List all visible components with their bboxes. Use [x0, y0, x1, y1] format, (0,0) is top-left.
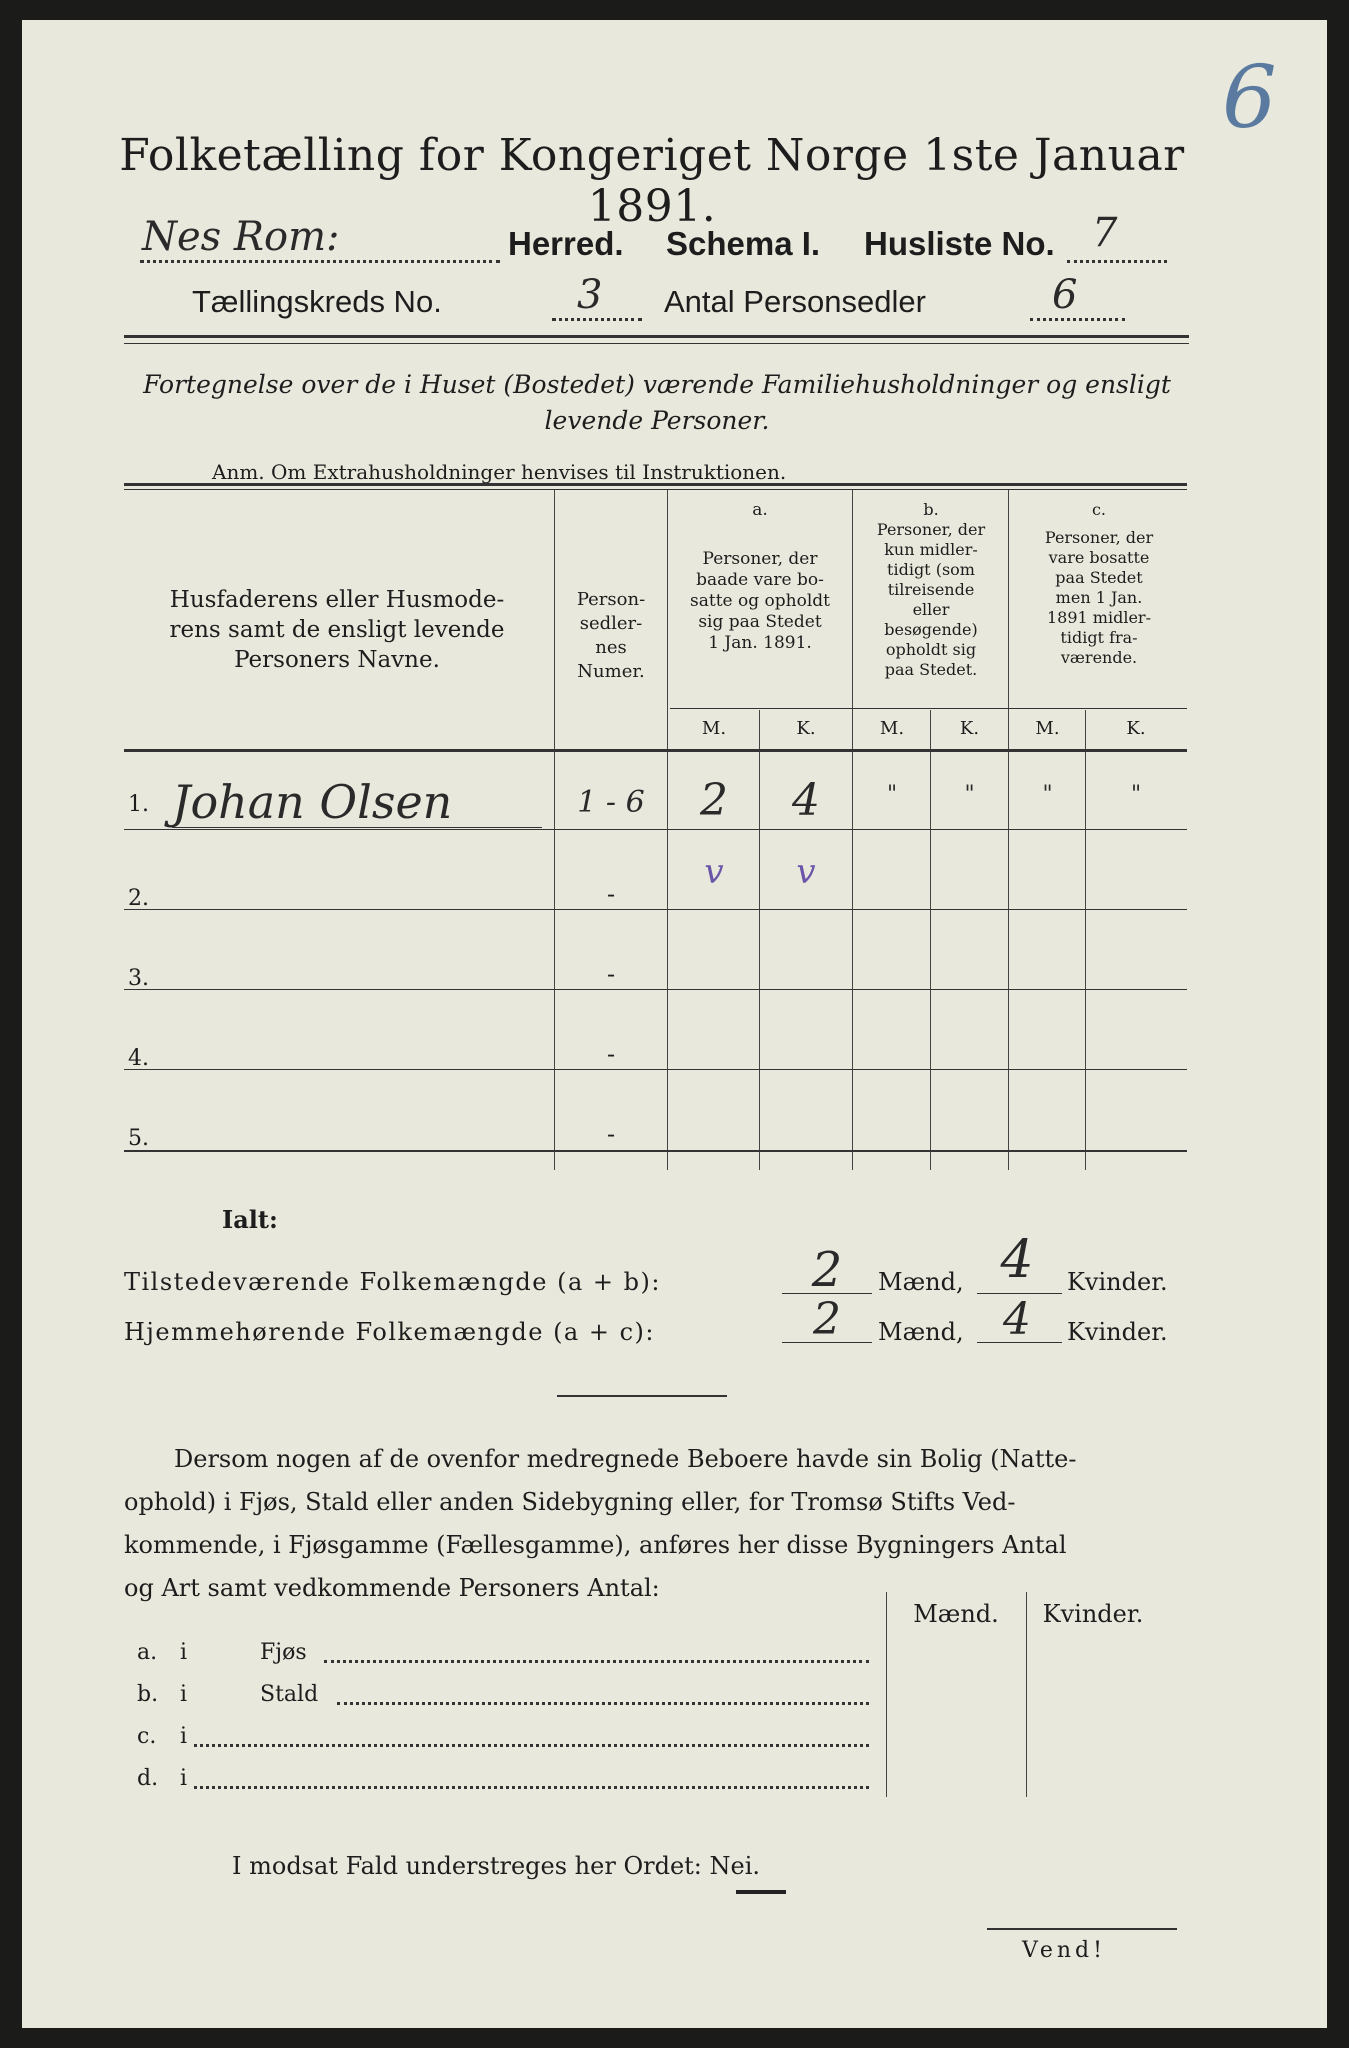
- mk-top-rule: [670, 708, 1187, 709]
- antal-value: 6: [1052, 272, 1078, 318]
- vend-label: Vend!: [1022, 1938, 1106, 1963]
- group-a-text: Personer, der: [702, 549, 818, 569]
- row-5-personsedler: -: [606, 1120, 616, 1148]
- row-4-personsedler: -: [606, 1040, 616, 1068]
- body-top-rule: [124, 749, 1187, 752]
- buildings-kvinder-header: Kvinder.: [1042, 1600, 1144, 1628]
- header-rule-2: [124, 343, 1189, 344]
- building-d-dotline: [194, 1786, 869, 1789]
- group-a-header: [670, 500, 850, 654]
- totals-line-2-label: Hjemmehørende Folkemængde (a + c):: [124, 1318, 655, 1346]
- totals-line-1-maend: 2: [811, 1242, 843, 1298]
- building-c-letter: c.: [137, 1724, 157, 1749]
- col-divider-c-mk: [1085, 710, 1086, 1170]
- building-b-prep: i: [180, 1682, 188, 1707]
- herred-dotline: [140, 260, 500, 263]
- vend-rule: [987, 1928, 1177, 1930]
- group-c-header: [1011, 500, 1187, 668]
- group-a-text: baade vare bo-: [696, 570, 824, 590]
- row-1-number: 1.: [128, 792, 149, 817]
- totals-line-2-maend-rule: [782, 1342, 872, 1343]
- name-header-line-1: Husfaderens eller Husmode-: [169, 587, 505, 613]
- totals-line-1-maend-label: Mænd,: [878, 1268, 964, 1296]
- husliste-dotline: [1067, 260, 1167, 263]
- herred-label: Herred.: [508, 225, 624, 262]
- group-b-text: Personer, der: [876, 520, 986, 539]
- row-4-number: 4.: [128, 1046, 149, 1071]
- group-b-letter: b.: [923, 500, 939, 519]
- c-m-label: M.: [1035, 718, 1060, 739]
- buildings-maend-header: Mænd.: [913, 1600, 999, 1628]
- building-c-dotline: [194, 1744, 869, 1747]
- b-m-label: M.: [879, 718, 905, 739]
- row-3-number: 3.: [128, 966, 149, 991]
- anm-note: Anm. Om Extrahusholdninger henvises til Instruktionen.: [212, 460, 787, 484]
- group-c-text: Personer, der: [1044, 528, 1154, 547]
- row-1-a-m: 2: [700, 775, 728, 826]
- group-a-text: sig paa Stedet: [698, 612, 822, 632]
- group-a-text: 1 Jan. 1891.: [708, 633, 812, 653]
- kreds-label: Tællingskreds No.: [192, 284, 442, 319]
- husliste-value: 7: [1092, 210, 1118, 256]
- intro-line-2: levende Personer.: [544, 406, 770, 435]
- group-b-text: tilreisende: [887, 580, 975, 599]
- c-k-label: K.: [1126, 718, 1146, 739]
- herred-value: Nes Rom:: [142, 214, 340, 260]
- row-rule-3: [124, 989, 1187, 990]
- building-b-dotline: [337, 1702, 869, 1705]
- totals-line-2-maend: 2: [813, 1294, 841, 1345]
- husliste-label: Husliste No.: [864, 225, 1055, 262]
- row-3-personsedler: -: [606, 960, 616, 988]
- b-k-label: K.: [959, 718, 980, 739]
- row-rule-2: [124, 909, 1187, 910]
- kreds-dotline: [552, 318, 642, 321]
- col-divider-4: [1008, 490, 1009, 1170]
- row-1-a-m-check: v: [704, 852, 724, 892]
- group-c-text: tidigt fra-: [1060, 628, 1138, 647]
- paragraph-line-2: ophold) i Fjøs, Stald eller anden Sidebygning eller, for Tromsø Stifts Ved-: [124, 1488, 1016, 1516]
- intro-line-1: Fortegnelse over de i Huset (Bostedet) værende Familiehusholdninger og ensligt: [143, 370, 1171, 399]
- col-divider-1: [554, 490, 555, 1170]
- name-header-line-2: rens samt de ensligt levende: [169, 617, 505, 643]
- group-c-text: 1891 midler-: [1047, 608, 1151, 627]
- header-rule-1: [124, 335, 1189, 338]
- name-header-line-3: Personers Navne.: [234, 647, 440, 673]
- totals-line-1-kvinder-label: Kvinder.: [1067, 1268, 1168, 1296]
- num-col-header: [558, 588, 664, 684]
- antal-label: Antal Personsedler: [664, 284, 926, 319]
- group-c-text: værende.: [1060, 648, 1138, 667]
- building-a-letter: a.: [137, 1640, 158, 1665]
- building-a-prep: i: [180, 1640, 188, 1665]
- modsat-note: I modsat Fald understreges her Ordet: Nei.: [232, 1852, 761, 1880]
- num-header-line-4: Numer.: [577, 661, 645, 682]
- building-d-letter: d.: [137, 1766, 159, 1791]
- row-1-a-k: 4: [792, 775, 820, 826]
- a-k-label: K.: [796, 718, 816, 739]
- table-top-rule: [124, 483, 1187, 486]
- section-divider: [557, 1395, 727, 1397]
- group-b-text: tidigt (som: [887, 560, 975, 579]
- schema-label: Schema I.: [666, 225, 821, 262]
- group-b-text: paa Stedet.: [884, 660, 978, 679]
- group-c-text: vare bosatte: [1048, 548, 1150, 567]
- corner-number: 6: [1222, 48, 1277, 148]
- group-b-text: opholdt sig: [885, 640, 977, 659]
- building-b-label: Stald: [260, 1682, 319, 1707]
- census-form-sheet: [22, 20, 1327, 2028]
- num-header-line-3: nes: [595, 637, 627, 658]
- group-a-letter: a.: [752, 500, 768, 520]
- ialt-label: Ialt:: [222, 1205, 278, 1234]
- paragraph-line-1: Dersom nogen af de ovenfor medregnede Beboere havde sin Bolig (Natte-: [174, 1445, 1077, 1473]
- group-c-text: men 1 Jan.: [1055, 588, 1143, 607]
- row-2-personsedler: -: [606, 880, 616, 908]
- buildings-divider-2: [1026, 1592, 1027, 1797]
- group-c-text: paa Stedet: [1055, 568, 1143, 587]
- col-divider-b-mk: [930, 710, 931, 1170]
- row-1-c-k: ": [1130, 782, 1142, 807]
- totals-line-2-kvinder-rule: [977, 1342, 1062, 1343]
- row-1-b-m: ": [886, 782, 898, 807]
- group-b-text: eller: [912, 600, 950, 619]
- totals-line-2-kvinder: 4: [1003, 1294, 1031, 1345]
- col-divider-2: [667, 490, 668, 1170]
- buildings-divider-1: [886, 1592, 887, 1797]
- form-title: Folketælling for Kongeriget Norge 1ste Januar 1891.: [119, 130, 1185, 232]
- building-d-prep: i: [180, 1766, 188, 1791]
- row-1-a-k-check: v: [796, 852, 816, 892]
- row-1-name-underline: [172, 827, 542, 828]
- table-top-rule-2: [124, 489, 1187, 490]
- building-b-letter: b.: [137, 1682, 159, 1707]
- row-1-name: Johan Olsen: [172, 775, 453, 829]
- col-divider-3: [852, 490, 853, 1170]
- group-b-text: besøgende): [884, 620, 978, 639]
- num-header-line-2: sedler-: [579, 613, 643, 634]
- name-col-header: [132, 585, 542, 675]
- row-rule-4: [124, 1069, 1187, 1070]
- row-1-personsedler: 1 - 6: [577, 785, 645, 820]
- group-c-letter: c.: [1091, 500, 1107, 519]
- group-b-text: kun midler-: [884, 540, 978, 559]
- paragraph-line-4: og Art samt vedkommende Personers Antal:: [124, 1574, 660, 1602]
- nei-underline: [736, 1890, 786, 1894]
- kreds-value: 3: [577, 272, 603, 318]
- building-c-prep: i: [180, 1724, 188, 1749]
- totals-line-2-maend-label: Mænd,: [878, 1318, 964, 1346]
- a-m-label: M.: [701, 718, 727, 739]
- totals-line-2-kvinder-label: Kvinder.: [1067, 1318, 1168, 1346]
- group-a-text: satte og opholdt: [690, 591, 830, 611]
- table-bottom-rule: [124, 1150, 1187, 1152]
- paragraph-line-3: kommende, i Fjøsgamme (Fællesgamme), anføres her disse Bygningers Antal: [124, 1531, 1067, 1559]
- num-header-line-1: Person-: [576, 589, 646, 610]
- group-b-header: [855, 500, 1007, 680]
- totals-line-1-label: Tilstedeværende Folkemængde (a + b):: [124, 1268, 661, 1296]
- totals-line-1-kvinder: 4: [1000, 1230, 1034, 1290]
- row-1-b-k: ": [964, 782, 975, 807]
- building-a-label: Fjøs: [260, 1640, 307, 1665]
- row-rule-1: [124, 829, 1187, 830]
- building-a-dotline: [324, 1660, 869, 1663]
- row-2-number: 2.: [128, 886, 149, 911]
- antal-dotline: [1030, 318, 1125, 321]
- row-1-c-m: ": [1042, 782, 1053, 807]
- row-5-number: 5.: [128, 1126, 149, 1151]
